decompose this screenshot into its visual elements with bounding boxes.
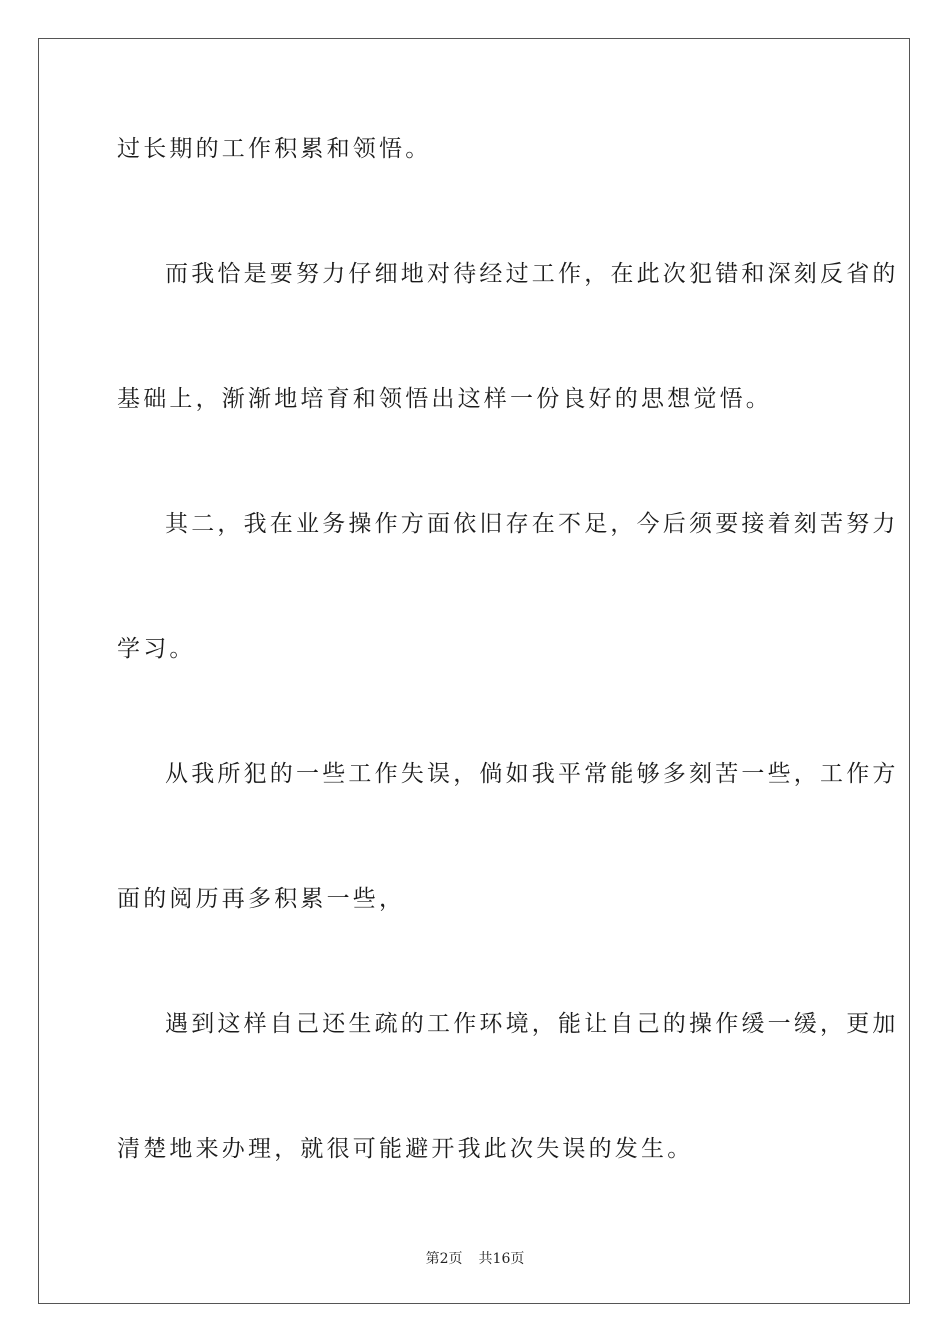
page-number: 第2页 (425, 1251, 463, 1267)
paragraph-3-line-2: 面的阅历再多积累一些， (117, 886, 406, 912)
paragraph-2-line-1: 其二，我在业务操作方面依旧存在不足，今后须要接着刻苦努力 (165, 511, 899, 537)
page-total: 共16页 (478, 1251, 525, 1267)
text-line-1: 过长期的工作积累和领悟。 (117, 136, 432, 162)
paragraph-2-line-2: 学习。 (117, 636, 196, 662)
paragraph-4-line-1: 遇到这样自己还生疏的工作环境，能让自己的操作缓一缓，更加 (165, 1011, 899, 1037)
paragraph-4-line-2: 清楚地来办理，就很可能避开我此次失误的发生。 (117, 1136, 694, 1162)
paragraph-3-line-1: 从我所犯的一些工作失误，倘如我平常能够多刻苦一些，工作方 (165, 761, 899, 787)
paragraph-1-line-1: 而我恰是要努力仔细地对待经过工作，在此次犯错和深刻反省的 (165, 261, 899, 287)
page-footer (0, 1248, 950, 1268)
page-border (38, 38, 910, 1304)
paragraph-1-line-2: 基础上，渐渐地培育和领悟出这样一份良好的思想觉悟。 (117, 386, 772, 412)
